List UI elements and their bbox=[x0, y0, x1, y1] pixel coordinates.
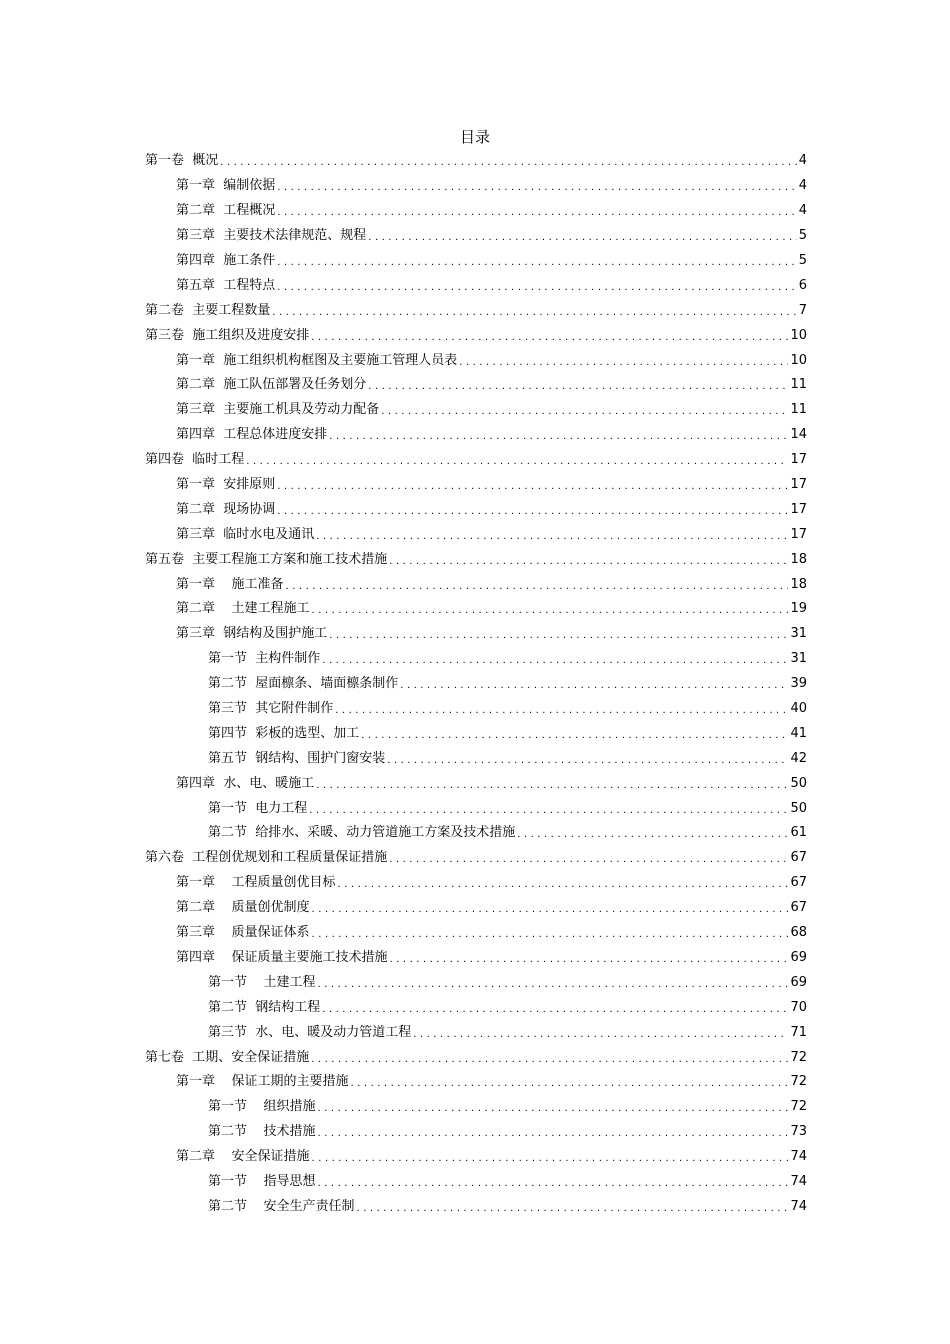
toc-entry[interactable] bbox=[145, 149, 807, 174]
toc-leader-dots bbox=[351, 1076, 789, 1092]
toc-entry-page: 5 bbox=[798, 228, 807, 244]
toc-entry-text: 第五卷 主要工程施工方案和施工技术措施 bbox=[145, 551, 388, 567]
toc-leader-dots bbox=[381, 404, 788, 420]
toc-entry-text: 第二节 给排水、采暖、动力管道施工方案及技术措施 bbox=[208, 825, 516, 841]
toc-leader-dots bbox=[286, 579, 789, 595]
toc-entry[interactable] bbox=[145, 647, 807, 672]
toc-entry[interactable] bbox=[145, 821, 807, 846]
toc-entry-text: 第二章 质量创优制度 bbox=[176, 900, 310, 916]
toc-entry-page: 69 bbox=[790, 974, 807, 990]
toc-entry[interactable] bbox=[145, 547, 807, 572]
toc-entry-text: 第三节 其它附件制作 bbox=[208, 701, 334, 717]
toc-entry-text: 第三章 钢结构及围护施工 bbox=[176, 626, 328, 642]
toc-leader-dots bbox=[316, 529, 788, 545]
toc-entry-page: 71 bbox=[790, 1024, 807, 1040]
toc-leader-dots bbox=[357, 1201, 789, 1217]
toc-entry[interactable] bbox=[145, 448, 807, 473]
toc-entry[interactable] bbox=[145, 796, 807, 821]
toc-leader-dots bbox=[311, 330, 788, 346]
toc-entry-text: 第三章 质量保证体系 bbox=[176, 925, 310, 941]
toc-entry[interactable] bbox=[145, 995, 807, 1020]
toc-entry[interactable] bbox=[145, 1020, 807, 1045]
toc-entry-page: 6 bbox=[798, 277, 807, 293]
toc-leader-dots bbox=[312, 603, 789, 619]
toc-entry-page: 7 bbox=[798, 302, 807, 318]
toc-entry-text: 第四卷 临时工程 bbox=[145, 452, 245, 468]
toc-leader-dots bbox=[318, 1176, 789, 1192]
toc-entry[interactable] bbox=[145, 946, 807, 971]
toc-entry-text: 第四章 工程总体进度安排 bbox=[176, 427, 328, 443]
toc-leader-dots bbox=[387, 753, 788, 769]
toc-leader-dots bbox=[368, 230, 796, 246]
toc-entry[interactable] bbox=[145, 398, 807, 423]
toc-leader-dots bbox=[311, 1052, 788, 1068]
toc-entry-page: 4 bbox=[798, 153, 807, 169]
toc-entry[interactable] bbox=[145, 622, 807, 647]
toc-entry-page: 17 bbox=[790, 477, 807, 493]
toc-leader-dots bbox=[389, 852, 788, 868]
toc-entry[interactable] bbox=[145, 1095, 807, 1120]
toc-entry-page: 50 bbox=[790, 800, 807, 816]
toc-entry-text: 第二章 工程概况 bbox=[176, 203, 276, 219]
toc-leader-dots bbox=[400, 678, 788, 694]
toc-leader-dots bbox=[318, 977, 789, 993]
toc-entry-page: 72 bbox=[790, 1099, 807, 1115]
toc-entry-page: 61 bbox=[790, 825, 807, 841]
toc-entry-page: 50 bbox=[790, 775, 807, 791]
toc-entry[interactable] bbox=[145, 1170, 807, 1195]
toc-entry[interactable] bbox=[145, 423, 807, 448]
toc-entry-page: 17 bbox=[790, 526, 807, 542]
toc-entry-text: 第四章 水、电、暖施工 bbox=[176, 775, 315, 791]
toc-entry-text: 第三章 主要技术法律规范、规程 bbox=[176, 228, 367, 244]
toc-entry-text: 第七卷 工期、安全保证措施 bbox=[145, 1049, 310, 1065]
toc-entry-text: 第一章 工程质量创优目标 bbox=[176, 875, 336, 891]
toc-entry[interactable] bbox=[145, 323, 807, 348]
toc-leader-dots bbox=[390, 952, 789, 968]
toc-entry-page: 70 bbox=[790, 999, 807, 1015]
toc-entry-page: 19 bbox=[790, 601, 807, 617]
toc-entry[interactable] bbox=[145, 921, 807, 946]
toc-entry-page: 40 bbox=[790, 701, 807, 717]
toc-entry[interactable] bbox=[145, 1070, 807, 1095]
toc-leader-dots bbox=[312, 902, 789, 918]
toc-entry[interactable] bbox=[145, 1045, 807, 1070]
toc-entry-page: 4 bbox=[798, 203, 807, 219]
toc-leader-dots bbox=[329, 628, 788, 644]
toc-leader-dots bbox=[318, 1126, 789, 1142]
toc-entry-page: 69 bbox=[790, 949, 807, 965]
toc-leader-dots bbox=[335, 703, 788, 719]
toc-entry-page: 11 bbox=[790, 402, 807, 418]
toc-entry-page: 41 bbox=[790, 725, 807, 741]
toc-entry[interactable] bbox=[145, 249, 807, 274]
toc-entry-page: 72 bbox=[790, 1049, 807, 1065]
toc-leader-dots bbox=[220, 155, 796, 171]
toc-entry-page: 14 bbox=[790, 427, 807, 443]
toc-entry[interactable] bbox=[145, 597, 807, 622]
toc-entry-page: 73 bbox=[790, 1124, 807, 1140]
toc-leader-dots bbox=[517, 827, 788, 843]
toc-entry[interactable] bbox=[145, 771, 807, 796]
toc-entry[interactable] bbox=[145, 721, 807, 746]
toc-entry-text: 第六卷 工程创优规划和工程质量保证措施 bbox=[145, 850, 388, 866]
toc-entry-page: 10 bbox=[790, 352, 807, 368]
toc-leader-dots bbox=[459, 355, 788, 371]
toc-entry[interactable] bbox=[145, 1194, 807, 1219]
toc-entry-text: 第五章 工程特点 bbox=[176, 277, 276, 293]
toc-entry-text: 第四章 保证质量主要施工技术措施 bbox=[176, 949, 388, 965]
toc-leader-dots bbox=[338, 877, 789, 893]
toc-entry-text: 第三章 主要施工机具及劳动力配备 bbox=[176, 402, 380, 418]
toc-entry[interactable] bbox=[145, 697, 807, 722]
toc-entry-page: 10 bbox=[790, 327, 807, 343]
toc-entry-text: 第四节 彩板的选型、加工 bbox=[208, 725, 360, 741]
toc-entry-text: 第三卷 施工组织及进度安排 bbox=[145, 327, 310, 343]
toc-entry[interactable] bbox=[145, 473, 807, 498]
toc-entry-text: 第二章 施工队伍部署及任务划分 bbox=[176, 377, 367, 393]
toc-entry-text: 第二章 安全保证措施 bbox=[176, 1149, 310, 1165]
toc-leader-dots bbox=[309, 803, 788, 819]
toc-entry-text: 第一卷 概况 bbox=[145, 153, 219, 169]
toc-entry-text: 第一章 施工准备 bbox=[176, 576, 284, 592]
toc-entry-text: 第一节 主构件制作 bbox=[208, 651, 321, 667]
toc-entry-text: 第三章 临时水电及通讯 bbox=[176, 526, 315, 542]
toc-entry-text: 第一章 保证工期的主要措施 bbox=[176, 1074, 349, 1090]
toc-entry[interactable] bbox=[145, 871, 807, 896]
toc-entry[interactable] bbox=[145, 174, 807, 199]
toc-entry-text: 第四章 施工条件 bbox=[176, 253, 276, 268]
toc-entry-page: 74 bbox=[790, 1173, 807, 1189]
toc-entry-page: 68 bbox=[790, 925, 807, 941]
toc-entry-text: 第二卷 主要工程数量 bbox=[145, 302, 271, 318]
toc-entry-text: 第一章 施工组织机构框图及主要施工管理人员表 bbox=[176, 352, 458, 368]
toc-entry[interactable] bbox=[145, 298, 807, 323]
toc-entry-page: 11 bbox=[790, 377, 807, 393]
toc-entry-text: 第二章 现场协调 bbox=[176, 501, 276, 517]
toc-leader-dots bbox=[413, 1027, 788, 1043]
toc-entry-page: 39 bbox=[790, 676, 807, 692]
toc-title: 目录 bbox=[459, 128, 490, 146]
toc-entry-text: 第二节 安全生产责任制 bbox=[208, 1198, 355, 1214]
toc-leader-dots bbox=[322, 653, 788, 669]
toc-entry-page: 42 bbox=[790, 750, 807, 766]
toc-entry-page: 74 bbox=[790, 1149, 807, 1165]
toc-leader-dots bbox=[277, 180, 796, 196]
toc-entry-text: 第五节 钢结构、围护门窗安装 bbox=[208, 750, 386, 766]
toc-entry-text: 第一章 编制依据 bbox=[176, 178, 276, 194]
toc-leader-dots bbox=[389, 554, 788, 570]
toc-leader-dots bbox=[272, 305, 796, 321]
toc-leader-dots bbox=[329, 429, 788, 445]
toc-entry[interactable] bbox=[145, 224, 807, 249]
toc-leader-dots bbox=[277, 280, 796, 296]
toc-entry[interactable] bbox=[145, 497, 807, 522]
toc-leader-dots bbox=[322, 1002, 788, 1018]
toc-entry-text: 第二节 技术措施 bbox=[208, 1124, 316, 1140]
toc-entry-page: 74 bbox=[790, 1198, 807, 1214]
toc-entry-text: 第一节 土建工程 bbox=[208, 974, 316, 990]
toc-entry-page: 31 bbox=[790, 651, 807, 667]
toc-entry-page: 72 bbox=[790, 1074, 807, 1090]
toc-entry[interactable] bbox=[145, 572, 807, 597]
toc-entry-page: 17 bbox=[790, 501, 807, 517]
toc-entry[interactable] bbox=[145, 273, 807, 298]
toc-entry-page: 5 bbox=[798, 253, 807, 268]
toc-entry[interactable] bbox=[145, 672, 807, 697]
toc-entry-page: 31 bbox=[790, 626, 807, 642]
toc-leader-dots bbox=[318, 1101, 789, 1117]
toc-entry[interactable] bbox=[145, 846, 807, 871]
toc-leader-dots bbox=[277, 479, 788, 495]
toc-list bbox=[145, 149, 807, 1219]
toc-entry-text: 第一节 电力工程 bbox=[208, 800, 308, 816]
toc-entry-text: 第二节 钢结构工程 bbox=[208, 999, 321, 1015]
toc-entry[interactable] bbox=[145, 1145, 807, 1170]
toc-entry-text: 第三节 水、电、暖及动力管道工程 bbox=[208, 1024, 412, 1040]
toc-leader-dots bbox=[361, 728, 788, 744]
toc-entry-page: 17 bbox=[790, 452, 807, 468]
toc-entry-text: 第二节 屋面檩条、墙面檩条制作 bbox=[208, 676, 399, 692]
toc-entry-page: 4 bbox=[798, 178, 807, 194]
toc-entry-page: 67 bbox=[790, 900, 807, 916]
toc-entry[interactable] bbox=[145, 522, 807, 547]
toc-entry-text: 第一节 指导思想 bbox=[208, 1173, 316, 1189]
toc-leader-dots bbox=[277, 504, 788, 520]
toc-entry-page: 18 bbox=[790, 551, 807, 567]
toc-entry[interactable] bbox=[145, 1120, 807, 1145]
toc-leader-dots bbox=[316, 778, 788, 794]
toc-entry[interactable] bbox=[145, 746, 807, 771]
toc-entry-page: 67 bbox=[790, 850, 807, 866]
toc-entry[interactable] bbox=[145, 896, 807, 921]
toc-entry-text: 第一节 组织措施 bbox=[208, 1099, 316, 1115]
toc-entry[interactable] bbox=[145, 970, 807, 995]
toc-entry-text: 第二章 土建工程施工 bbox=[176, 601, 310, 617]
toc-entry[interactable] bbox=[145, 348, 807, 373]
toc-leader-dots bbox=[277, 255, 796, 271]
toc-leader-dots bbox=[277, 205, 796, 221]
toc-leader-dots bbox=[246, 454, 788, 470]
toc-entry-text: 第一章 安排原则 bbox=[176, 477, 276, 493]
toc-entry-page: 18 bbox=[790, 576, 807, 592]
toc-leader-dots bbox=[312, 927, 789, 943]
toc-entry[interactable] bbox=[145, 373, 807, 398]
toc-leader-dots bbox=[368, 379, 788, 395]
toc-entry-page: 67 bbox=[790, 875, 807, 891]
toc-entry[interactable] bbox=[145, 199, 807, 224]
toc-leader-dots bbox=[312, 1151, 789, 1167]
